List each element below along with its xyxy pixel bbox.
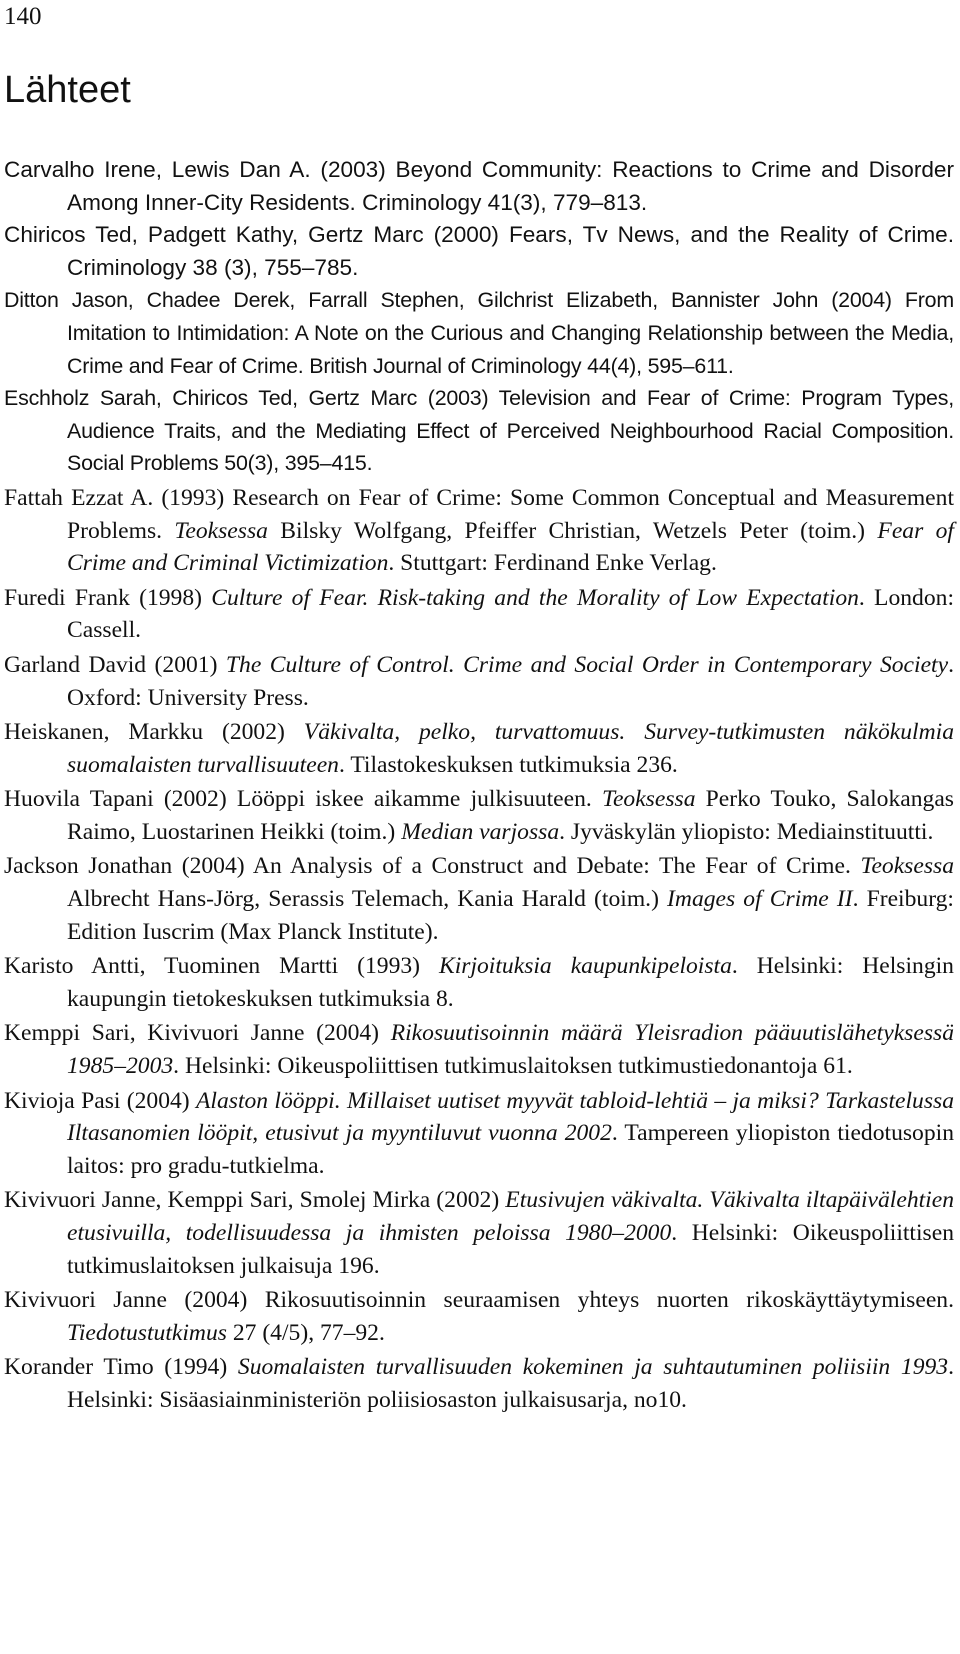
reference-text: . Stuttgart: Ferdinand Enke Verlag. (388, 550, 717, 577)
reference-italic-text: Teoksessa (601, 786, 696, 813)
reference-text: Carvalho Irene, Lewis Dan A. (2003) Beyond Community: Reactions to Crime and Disorder Among Inner-City Residents. Criminology 41(3), 779–813. (4, 157, 954, 215)
reference-entry (4, 1351, 954, 1416)
reference-entry (4, 1085, 954, 1183)
reference-list (4, 154, 954, 1417)
reference-text: . Freiburg: Edition Iuscrim (Max Planck Institute). (67, 886, 954, 945)
reference-entry (4, 382, 954, 480)
reference-text: . Tilastokeskuksen tutkimuksia 236. (338, 751, 678, 778)
reference-entry (4, 482, 954, 580)
reference-italic-text: Culture of Fear. Risk-taking and the Morality of Low Expectation (211, 584, 859, 611)
reference-text: Kemppi Sari, Kivivuori Janne (2004) (4, 1020, 391, 1047)
reference-text: Albrecht Hans-Jörg, Serassis Telemach, Kania Harald (toim.) (67, 886, 668, 913)
reference-entry (4, 219, 954, 284)
reference-text: Furedi Frank (1998) (4, 584, 212, 611)
reference-italic-text: Rikosuutisoinnin määrä Yleisradion pääuutislähetyksessä 1985–2003 (67, 1020, 954, 1080)
reference-italic-text: Väkivalta, pelko, turvattomuus. Survey-tutkimusten näkökulmia suomalaisten turvallisuuteen (67, 719, 954, 778)
reference-italic-text: Kirjoituksia kaupunkipeloista (438, 953, 732, 980)
reference-text: Garland David (2001) (4, 651, 226, 678)
reference-entry (4, 154, 954, 219)
reference-italic-text: Etusivujen väkivalta. Väkivalta iltapäivälehtien etusivuilla, todellisuudessa ja ihmisten peloissa 1980–2000 (67, 1187, 954, 1246)
reference-text: Chiricos Ted, Padgett Kathy, Gertz Marc (2000) Fears, Tv News, and the Reality of Crime. Criminology 38 (3), 755–785. (4, 222, 954, 280)
reference-text: Kivioja Pasi (2004) (4, 1087, 196, 1114)
page-number: 140 (4, 3, 42, 30)
reference-text: . Helsinki: Oikeuspoliittisen tutkimuslaitoksen julkaisuja 196. (67, 1220, 954, 1279)
reference-entry (4, 850, 954, 948)
reference-entry (4, 1017, 954, 1082)
reference-text: . Helsinki: Sisäasiainministeriön poliisiosaston julkaisusarja, no10. (67, 1354, 954, 1413)
reference-text: Huovila Tapani (2002) Lööppi iskee aikamme julkisuuteen. (4, 786, 602, 813)
reference-entry (4, 649, 954, 714)
reference-italic-text: Fear of Crime and Criminal Victimization (67, 517, 954, 577)
reference-entry (4, 284, 954, 382)
reference-text: Korander Timo (1994) (4, 1354, 238, 1381)
reference-italic-text: Tiedotustutkimus (67, 1319, 227, 1346)
reference-text: Kivivuori Janne (2004) Rikosuutisoinnin seuraamisen yhteys nuorten rikoskäyttäytymiseen. (4, 1287, 954, 1314)
reference-italic-text: Median varjossa (401, 818, 560, 845)
reference-italic-text: Alaston lööppi. Millaiset uutiset myyvät tabloid-lehtiä – ja miksi? Tarkastelussa Iltasanomien lööpit, etusivut ja myyntiluvut vuonna 2002 (67, 1087, 954, 1147)
reference-text: Karisto Antti, Tuominen Martti (1993) (4, 953, 439, 980)
reference-text: . Jyväskylän yliopisto: Mediainstituutti. (559, 818, 934, 845)
reference-entry (4, 1184, 954, 1282)
reference-text: . Helsinki: Oikeuspoliittisen tutkimuslaitoksen tutkimustiedonantoja 61. (173, 1053, 853, 1080)
reference-text: Ditton Jason, Chadee Derek, Farrall Stephen, Gilchrist Elizabeth, Bannister John (2004) From Imitation to Intimidation: A Note on the Curious and Changing Relationship between the Media, Crime and Fear of Crime. British Journal of Criminology 44(4), 595–611. (4, 288, 954, 378)
reference-text: Kivivuori Janne, Kemppi Sari, Smolej Mirka (2002) (4, 1187, 506, 1214)
reference-entry (4, 582, 954, 647)
reference-text: Bilsky Wolfgang, Pfeiffer Christian, Wetzels Peter (toim.) (267, 517, 878, 544)
reference-italic-text: Teoksessa (860, 853, 954, 880)
reference-text: Fattah Ezzat A. (1993) Research on Fear of Crime: Some Common Conceptual and Measurement Problems. (4, 484, 954, 544)
reference-text: 27 (4/5), 77–92. (226, 1319, 385, 1346)
reference-text: . Helsinki: Helsingin kaupungin tietokeskuksen tutkimuksia 8. (67, 953, 954, 1012)
reference-entry (4, 716, 954, 781)
reference-text: Heiskanen, Markku (2002) (4, 719, 304, 746)
reference-italic-text: Suomalaisten turvallisuuden kokeminen ja suhtautuminen poliisiin 1993 (237, 1354, 949, 1381)
reference-text: . London: Cassell. (67, 584, 954, 644)
reference-text: . Oxford: University Press. (67, 651, 954, 711)
reference-text: Jackson Jonathan (2004) An Analysis of a Construct and Debate: The Fear of Crime. (4, 853, 861, 880)
reference-entry (4, 783, 954, 848)
reference-italic-text: Teoksessa (174, 517, 268, 544)
reference-text: Perko Touko, Salokangas Raimo, Luostarinen Heikki (toim.) (67, 786, 954, 845)
reference-entry (4, 950, 954, 1015)
reference-italic-text: Images of Crime II (667, 886, 853, 913)
reference-entry (4, 1284, 954, 1349)
reference-text: . Tampereen yliopiston tiedotusopin laitos: pro gradu-tutkielma. (67, 1120, 954, 1179)
reference-text: Eschholz Sarah, Chiricos Ted, Gertz Marc (2003) Television and Fear of Crime: Program Types, Audience Traits, and the Mediating Effect of Perceived Neighbourhood Racial Composition. Social Problems 50(3), 395–415. (4, 386, 954, 476)
reference-italic-text: The Culture of Control. Crime and Social Order in Contemporary Society (225, 651, 949, 678)
section-heading: Lähteet (4, 69, 131, 111)
